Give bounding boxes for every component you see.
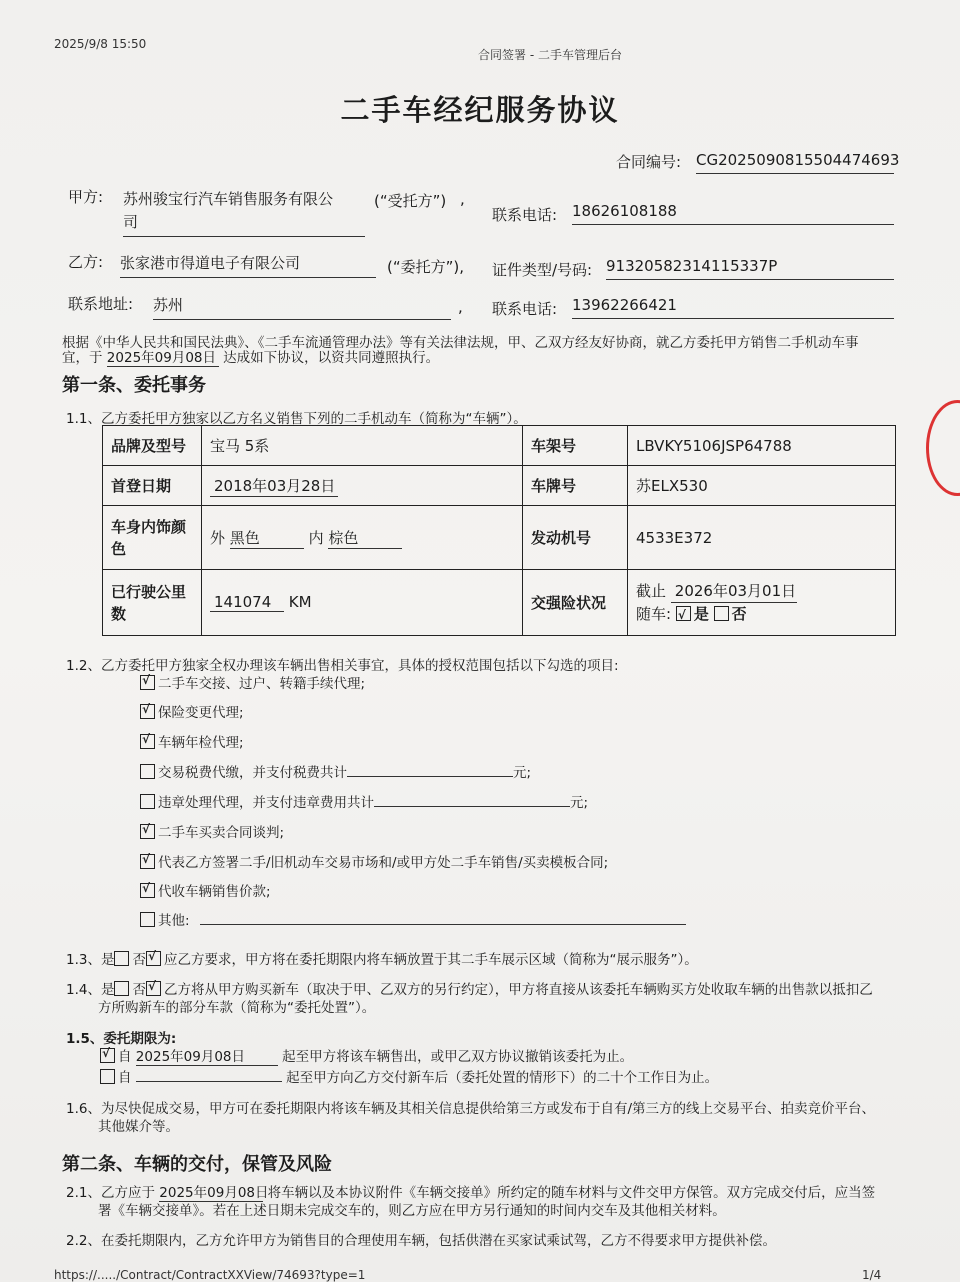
red-seal-stamp — [926, 400, 960, 496]
clause-1-4 — [66, 978, 873, 998]
clause-1-3-yes-checkbox[interactable] — [114, 951, 129, 966]
clause-1-4-text2: 方所购新车的部分车款（简称为“委托处置”）。 — [98, 1000, 376, 1016]
auth-suffix: 元; — [570, 795, 589, 811]
print-page-number: 1/4 — [862, 1268, 882, 1282]
term-option-2 — [100, 1066, 718, 1086]
auth-label: 代表乙方签署二手/旧机动车交易市场和/或甲方处二手车销售/买卖模板合同; — [158, 855, 609, 871]
party-a-label: 甲方: — [68, 188, 104, 206]
party-b-name: 张家港市得道电子有限公司 — [120, 252, 376, 278]
plate-label: 车牌号 — [523, 466, 628, 506]
party-a-phone-label: 联系电话: — [492, 206, 558, 224]
party-a-comma: , — [460, 190, 465, 208]
party-b-id: 91320582314115337P — [606, 257, 894, 280]
clause-2-1-text2: 署《车辆交接单》。若在上述日期未完成交车的，则乙方应在甲方另行通知的时间内交车及其他相关材料。 — [98, 1203, 726, 1219]
auth-label: 保险变更代理; — [158, 705, 244, 721]
auth-checkbox[interactable] — [140, 912, 155, 927]
auth-checkbox[interactable] — [140, 824, 155, 839]
party-b-phone: 13962266421 — [572, 296, 894, 319]
address: 苏州 — [153, 294, 451, 320]
clause-1-4-no-checkbox[interactable] — [146, 981, 161, 996]
clause-1-5-heading: 1.5、委托期限为: — [66, 1031, 177, 1047]
vin-label: 车架号 — [523, 426, 628, 466]
ext-color-value: 黑色 — [230, 527, 304, 549]
color-label: 车身内饰颜色 — [103, 506, 202, 570]
brand-value: 宝马 5系 — [202, 426, 523, 466]
term-option-1-checkbox[interactable] — [100, 1048, 115, 1063]
address-label: 联系地址: — [68, 295, 134, 313]
auth-item-6 — [140, 821, 284, 841]
engine-value: 4533E372 — [628, 506, 896, 570]
auth-checkbox[interactable] — [140, 764, 155, 779]
clause-1-6: 1.6、为尽快促成交易，甲方可在委托期限内将该车辆及其相关信息提供给第三方或发布于自有/第三方的线上交易平台、拍卖竞价平台、 — [66, 1101, 876, 1117]
clause-1-3-text: 应乙方要求，甲方将在委托期限内将车辆放置于其二手车展示区域（简称为“展示服务”）。 — [163, 952, 698, 968]
clause-1-6-text2: 其他媒介等。 — [98, 1119, 179, 1135]
with-car-yes-checkbox[interactable] — [676, 606, 691, 621]
clause-1-4-yes-checkbox[interactable] — [114, 981, 129, 996]
ext-color-label: 外 — [210, 528, 226, 547]
auth-item-4 — [140, 761, 531, 781]
auth-item-3 — [140, 731, 244, 751]
auth-label: 二手车交接、过户、转籍手续代理; — [158, 676, 366, 692]
clause-1-4-yes: 1.4、是 — [66, 982, 115, 998]
table-row — [103, 570, 896, 636]
tax-amount-blank — [347, 762, 513, 777]
auth-label: 二手车买卖合同谈判; — [158, 825, 285, 841]
term-option-1-prefix: 自 — [118, 1049, 132, 1065]
clause-2-1-prefix: 2.1、乙方应于 — [66, 1185, 155, 1201]
color-cell — [202, 506, 523, 570]
auth-suffix: 元; — [513, 765, 532, 781]
clause-2-2: 2.2、在委托期限内，乙方允许甲方为销售目的合理使用车辆，包括供潜在买家试乘试驾，乙方不得要求甲方提供补偿。 — [66, 1233, 776, 1249]
party-a-role: (“受托方”) — [374, 192, 447, 210]
with-car-no-checkbox[interactable] — [714, 606, 729, 621]
party-a-name-line1: 苏州骏宝行汽车销售服务有限公 — [123, 190, 334, 208]
other-blank — [200, 910, 686, 925]
party-b-phone-label: 联系电话: — [492, 300, 558, 318]
clause-1-3-no-checkbox[interactable] — [146, 951, 161, 966]
term-option-2-prefix: 自 — [118, 1070, 132, 1086]
insurance-cell — [628, 570, 896, 636]
table-row — [103, 466, 896, 506]
print-page-title: 合同签署 - 二手车管理后台 — [478, 48, 622, 62]
term-option-2-checkbox[interactable] — [100, 1069, 115, 1084]
intro-suffix: 达成如下协议，以资共同遵照执行。 — [223, 350, 440, 366]
clause-1-2: 1.2、乙方委托甲方独家全权办理该车辆出售相关事宜，具体的授权范围包括以下勾选的项目: — [66, 658, 619, 674]
brand-label: 品牌及型号 — [103, 426, 202, 466]
term-option-2-date-blank — [136, 1067, 282, 1082]
with-car-no-label: 否 — [731, 605, 747, 623]
auth-checkbox[interactable] — [140, 704, 155, 719]
auth-item-9 — [140, 909, 686, 929]
ins-until-label: 截止 — [636, 582, 667, 600]
auth-item-2 — [140, 701, 244, 721]
auth-checkbox[interactable] — [140, 854, 155, 869]
auth-item-7 — [140, 851, 608, 871]
intro-line-1: 根据《中华人民共和国民法典》、《二手车流通管理办法》等有关法律法规，甲、乙双方经友好协商，就乙方委托甲方销售二手机动车事 — [62, 335, 859, 351]
engine-label: 发动机号 — [523, 506, 628, 570]
intro-date: 2025年09月08日 — [107, 346, 219, 367]
mileage-value: 141074 — [210, 593, 284, 612]
auth-checkbox[interactable] — [140, 794, 155, 809]
vin-value: LBVKY5106JSP64788 — [628, 426, 896, 466]
auth-label: 交易税费代缴，并支付税费共计 — [158, 765, 347, 781]
clause-1-3 — [66, 948, 698, 968]
with-car-yes-label: 是 — [693, 605, 709, 623]
party-a-name-line2: 司 — [123, 211, 365, 237]
address-comma: , — [458, 298, 463, 316]
auth-item-8 — [140, 880, 271, 900]
term-option-1-date: 2025年09月08日 — [136, 1045, 278, 1066]
auth-item-5 — [140, 791, 588, 811]
print-url: https://...../Contract/ContractXXView/74693?type=1 — [54, 1268, 366, 1282]
auth-label: 代收车辆销售价款; — [158, 884, 271, 900]
table-row — [103, 426, 896, 466]
clause-1-3-yes: 1.3、是 — [66, 952, 115, 968]
vehicle-table — [102, 425, 896, 636]
mileage-unit: KM — [288, 593, 312, 611]
clause-2-1-text: 将车辆以及本协议附件《车辆交接单》所约定的随车材料与文件交甲方保管。双方完成交付后，应当签 — [267, 1185, 876, 1201]
party-b-id-label: 证件类型/号码: — [492, 261, 593, 279]
mileage-label: 已行驶公里数 — [103, 570, 202, 636]
int-color-label: 内 — [308, 528, 324, 547]
contract-no: CG2025090815504474693 — [696, 151, 894, 174]
term-option-1 — [100, 1045, 633, 1066]
mileage-cell — [202, 570, 523, 636]
section-1-heading: 第一条、委托事务 — [62, 375, 206, 396]
auth-label: 车辆年检代理; — [158, 735, 244, 751]
clause-1-1: 1.1、乙方委托甲方独家以乙方名义销售下列的二手机动车（简称为“车辆”）。 — [66, 411, 527, 427]
clause-1-4-text: 乙方将从甲方购买新车（取决于甲、乙双方的另行约定），甲方将直接从该委托车辆购买方处收取车辆的出售款以抵扣乙 — [163, 982, 873, 998]
clause-1-4-no: 否 — [132, 982, 146, 998]
int-color-value: 棕色 — [328, 527, 402, 549]
auth-label: 违章处理代理，并支付违章费用共计 — [158, 795, 374, 811]
term-option-2-text: 起至甲方向乙方交付新车后（委托处置的情形下）的二十个工作日为止。 — [286, 1070, 719, 1086]
party-b-role: (“委托方”), — [387, 258, 465, 276]
party-b-label: 乙方: — [68, 253, 104, 271]
reg-date-value: 2018年03月28日 — [210, 475, 338, 497]
reg-date-label: 首登日期 — [103, 466, 202, 506]
violation-amount-blank — [374, 792, 570, 807]
print-datetime: 2025/9/8 15:50 — [54, 37, 147, 51]
intro-line-2 — [62, 346, 439, 367]
plate-value: 苏ELX530 — [628, 466, 896, 506]
auth-label: 其他: — [158, 913, 190, 929]
intro-prefix: 宜，于 — [62, 350, 103, 366]
table-row — [103, 506, 896, 570]
insurance-label: 交强险状况 — [523, 570, 628, 636]
auth-item-1 — [140, 672, 365, 692]
section-2-heading: 第二条、车辆的交付，保管及风险 — [62, 1154, 332, 1175]
party-a-phone: 18626108188 — [572, 202, 894, 225]
ins-until-value: 2026年03月01日 — [671, 580, 797, 603]
with-car-label: 随车: — [636, 605, 672, 623]
auth-checkbox[interactable] — [140, 883, 155, 898]
auth-checkbox[interactable] — [140, 734, 155, 749]
term-option-1-text: 起至甲方将该车辆售出，或甲乙双方协议撤销该委托为止。 — [282, 1049, 634, 1065]
reg-date-cell — [202, 466, 523, 506]
auth-checkbox[interactable] — [140, 675, 155, 690]
clause-1-3-no: 否 — [132, 952, 146, 968]
clause-2-1-date: 2025年09月08日 — [159, 1181, 263, 1202]
contract-no-label: 合同编号: — [616, 153, 682, 171]
document-title: 二手车经纪服务协议 — [340, 93, 620, 127]
